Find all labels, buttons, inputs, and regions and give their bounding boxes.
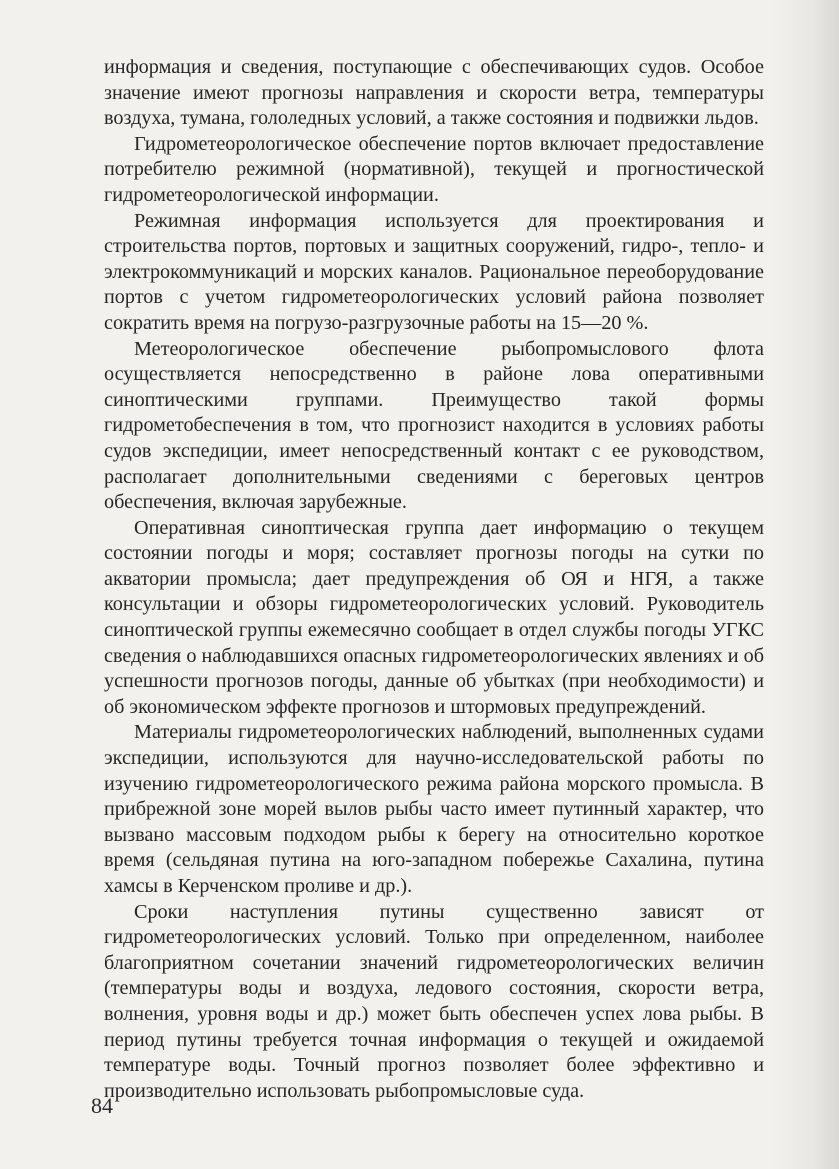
paragraph-regime-info: Режимная информация используется для проектирования и строительства портов, портовых и защитных сооружений, гидро-, тепло- и электрокоммуникаций и морских каналов. Рациональное переоборудование портов с учетом гидрометеорологических условий района позволяет сократить время на погрузо-разгрузочные работы на 15—20 %.	[104, 209, 764, 334]
page-edge-shadow	[769, 0, 839, 1169]
paragraph-observations: Материалы гидрометеорологических наблюдений, выполненных судами экспедиции, используются для научно-исследовательской работы по изучению гидрометеорологического режима района морского промысла. В прибрежной зоне морей вылов рыбы часто имеет путинный характер, что вызвано массовым подходом рыбы к берегу на относительно короткое время (сельдяная путина на юго-западном побережье Сахалина, путина хамсы в Керченском проливе и др.).	[104, 721, 764, 897]
page-number: 84	[91, 1093, 113, 1118]
paragraph-season-timing: Сроки наступления путины существенно зависят от гидрометеорологических условий. Только при определенном, наиболее благоприятном сочетании значений гидрометеорологических величин (температуры воды и воздуха, ледового состояния, скорости ветра, волнения, уровня воды и др.) может быть обеспечен успех лова рыбы. В период путины требуется точная информация о текущей и ожидаемой температуре воды. Точный прогноз позволяет более эффективно и производительно использовать рыбопромысловые суда.	[104, 900, 764, 1102]
paragraph-ports: Гидрометеорологическое обеспечение портов включает предоставление потребителю режимной (нормативной), текущей и прогностической гидрометеорологической информации.	[104, 132, 764, 206]
paragraph-synoptic-group: Оперативная синоптическая группа дает информацию о текущем состоянии погоды и моря; составляет прогнозы погоды на сутки по акватории промысла; дает предупреждения об ОЯ и НГЯ, а также консультации и обзоры гидрометеорологических условий. Руководитель синоптической группы ежемесячно сообщает в отдел службы погоды УГКС сведения о наблюдавшихся опасных гидрометеорологических явлениях и об успешности прогнозов погоды, данные об убытках (при необходимости) и об экономическом эффекте прогнозов и штормовых предупреждений.	[104, 516, 764, 718]
paragraph-continuation: информация и сведения, поступающие с обеспечивающих судов. Особое значение имеют прогнозы направления и скорости ветра, температуры воздуха, тумана, гололедных условий, а также состояния и подвижки льдов.	[104, 56, 764, 130]
page-body	[104, 55, 764, 1104]
paragraph-fishing-fleet: Метеорологическое обеспечение рыбопромыслового флота осуществляется непосредственно в районе лова оперативными синоптическими группами. Преимущество такой формы гидрометобеспечения в том, что прогнозист находится в условиях работы судов экспедиции, имеет непосредственный контакт с ее руководством, располагает дополнительными сведениями с береговых центров обеспечения, включая зарубежные.	[104, 337, 764, 514]
